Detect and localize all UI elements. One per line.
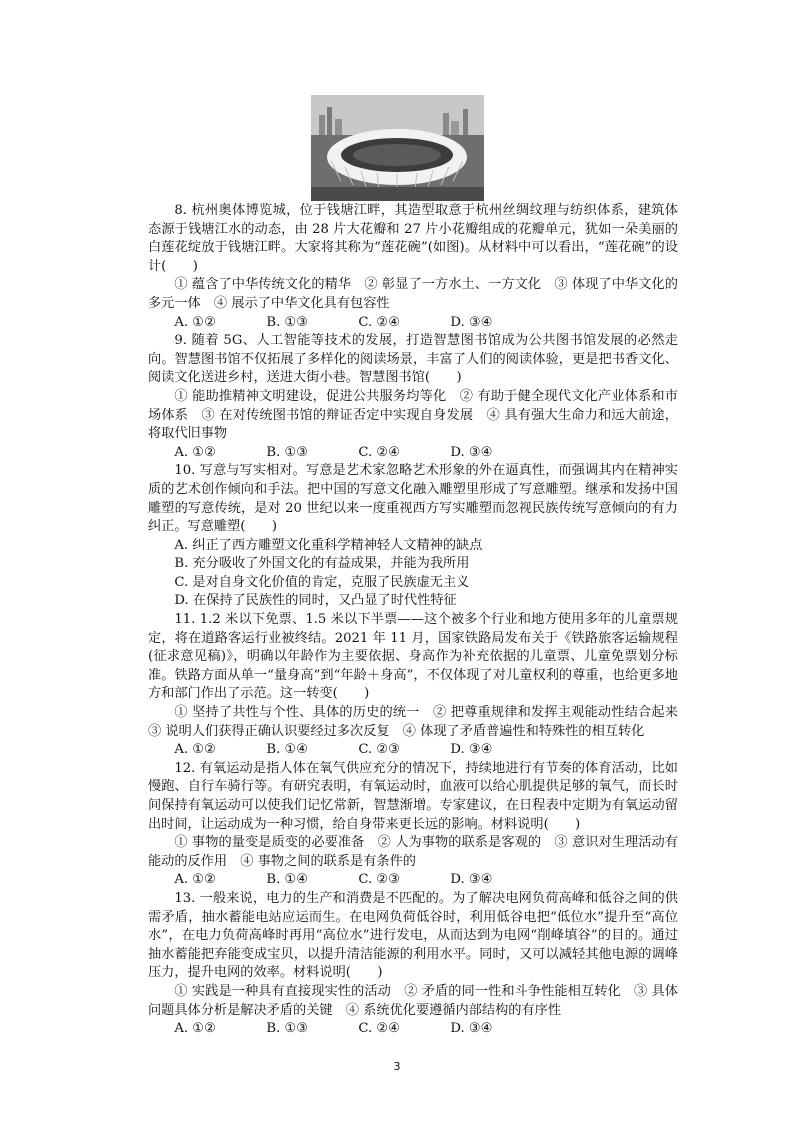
- choice-c: C. ②③: [358, 872, 401, 888]
- question-10: [148, 462, 678, 611]
- choice-c: C. ②④: [358, 444, 401, 460]
- page-number: 3: [393, 1060, 401, 1073]
- choice-c: C. 是对自身文化价值的肯定，克服了民族虚无主义: [174, 574, 470, 590]
- choice-d: D. ③④: [450, 314, 493, 330]
- question-12-items: ① 事物的量变是质变的必要准备 ② 人为事物的联系是客观的 ③ 意识对生理活动有能动的反作用 ④ 事物之间的联系是有条件的: [148, 835, 678, 869]
- choice-b: B. ①④: [266, 742, 309, 758]
- choice-b: B. ①③: [266, 314, 309, 330]
- stadium-illustration: [311, 95, 484, 201]
- question-8-choices: [148, 314, 678, 333]
- question-9-choices: [148, 444, 678, 463]
- choice-c: C. ②④: [358, 314, 401, 330]
- choice-d: D. ③④: [450, 872, 493, 888]
- question-9-stem: 9. 随着 5G、人工智能等技术的发展，打造智慧图书馆成为公共图书馆发展的必然走向。智慧图书馆不仅拓展了多样化的阅读场景，丰富了人们的阅读体验，更是把书香文化、阅读文化送进乡村，送进大街小巷。智慧图书馆( ): [148, 333, 678, 386]
- question-9-items: ① 能助推精神文明建设，促进公共服务均等化 ② 有助于健全现代文化产业体系和市场体系 ③ 在对传统图书馆的辩证否定中实现自身发展 ④ 具有强大生命力和远大前途，将取代旧事物: [148, 388, 678, 442]
- question-9: [148, 332, 678, 462]
- choice-a: A. ①②: [174, 872, 216, 888]
- choice-b: B. ①③: [266, 444, 309, 460]
- choice-b: B. 充分吸收了外国文化的有益成果，并能为我所用: [174, 556, 470, 572]
- question-8: [148, 202, 678, 332]
- choice-d: D. 在保持了民族性的同时，又凸显了时代性特征: [174, 593, 457, 609]
- choice-b: B. ①④: [266, 872, 309, 888]
- question-13-items: ① 实践是一种具有直接现实性的活动 ② 矛盾的同一性和斗争性能相互转化 ③ 具体问题具体分析是解决矛盾的关键 ④ 系统优化要遵循内部结构的有序性: [148, 983, 678, 1018]
- question-13-stem: 13. 一般来说，电力的生产和消费是不匹配的。为了解决电网负荷高峰和低谷之间的供需矛盾，抽水蓄能电站应运而生。在电网负荷低谷时，利用低谷电把“低位水”提升至“高位水”，在电力负荷高峰时再用“高位水”进行发电，从而达到为电网“削峰填谷”的目的。通过抽水蓄能把弃能变成宝贝，以提升清洁能源的利用水平。同时，又可以减轻其他电源的调峰压力，提升电网的效率。材料说明( ): [148, 890, 678, 981]
- choice-a: A. ①②: [174, 314, 216, 330]
- question-11-stem: 11. 1.2 米以下免票、1.5 米以下半票——这个被多个行业和地方使用多年的儿童票规定，将在道路客运行业被终结。2021 年 11 月，国家铁路局发布关于《铁路旅客运输规程(征求意见稿)》，明确以年龄作为主要依据、身高作为补充依据的儿童票、儿童免票划分标准。铁路方面从单一“量身高”到“年龄＋身高”，不仅体现了对儿童权利的尊重，也给更多地方和部门作出了示范。这一转变( ): [148, 612, 678, 702]
- choice-a: A. ①②: [174, 1021, 216, 1037]
- lotus-bowl-stadium-photo: [311, 95, 484, 201]
- question-13: [148, 890, 678, 1039]
- question-11: [148, 611, 692, 760]
- question-11-items: ① 坚持了共性与个性、具体的历史的统一 ② 把尊重规律和发挥主观能动性结合起来 ③ 说明人们获得正确认识要经过多次反复 ④ 体现了矛盾普遍性和特殊性的相互转化: [148, 705, 692, 739]
- choice-c: C. ②④: [358, 1021, 401, 1037]
- choice-a: A. ①②: [174, 444, 216, 460]
- choice-b: B. ①③: [266, 1021, 309, 1037]
- question-text-area: [148, 202, 692, 1039]
- question-12-choices: [148, 871, 678, 890]
- choice-a: A. 纠正了西方雕塑文化重科学精神轻人文精神的缺点: [174, 537, 483, 553]
- question-12-stem: 12. 有氧运动是指人体在氧气供应充分的情况下，持续地进行有节奏的体育活动，比如慢跑、自行车骑行等。有研究表明，有氧运动时，血液可以给心肌提供足够的氧气，而长时间保持有氧运动可以使我们记忆常新，智慧渐增。专家建议，在日程表中定期为有氧运动留出时间，让运动成为一种习惯，给自身带来更长远的影响。材料说明( ): [148, 760, 678, 832]
- question-11-choices: [148, 741, 678, 760]
- question-13-choices: [148, 1020, 678, 1039]
- question-10-stem: 10. 写意与写实相对。写意是艺术家忽略艺术形象的外在逼真性，而强调其内在精神实质的艺术创作倾向和手法。把中国的写意文化融入雕塑里形成了写意雕塑。继承和发扬中国雕塑的写意传统，是对 20 世纪以来一度重视西方写实雕塑而忽视民族传统写意倾向的有力纠正。写意雕塑( ): [148, 463, 678, 535]
- question-12: [148, 760, 678, 890]
- question-8-items: ① 蕴含了中华传统文化的精华 ② 彰显了一方水土、一方文化 ③ 体现了中华文化的多元一体 ④ 展示了中华文化具有包容性: [148, 277, 678, 311]
- choice-c: C. ②③: [358, 742, 401, 758]
- choice-d: D. ③④: [450, 1021, 493, 1037]
- choice-d: D. ③④: [450, 444, 493, 460]
- choice-d: D. ③④: [450, 742, 493, 758]
- question-8-stem: 8. 杭州奥体博览城，位于钱塘江畔，其造型取意于杭州丝绸纹理与纺织体系，建筑体态源于钱塘江水的动态，由 28 片大花瓣和 27 片小花瓣组成的花瓣单元，犹如一朵美丽的白莲花绽放于钱塘江畔。大家将其称为“莲花碗”(如图)。从材料中可以看出，“莲花碗”的设计( ): [148, 203, 678, 274]
- choice-a: A. ①②: [174, 742, 216, 758]
